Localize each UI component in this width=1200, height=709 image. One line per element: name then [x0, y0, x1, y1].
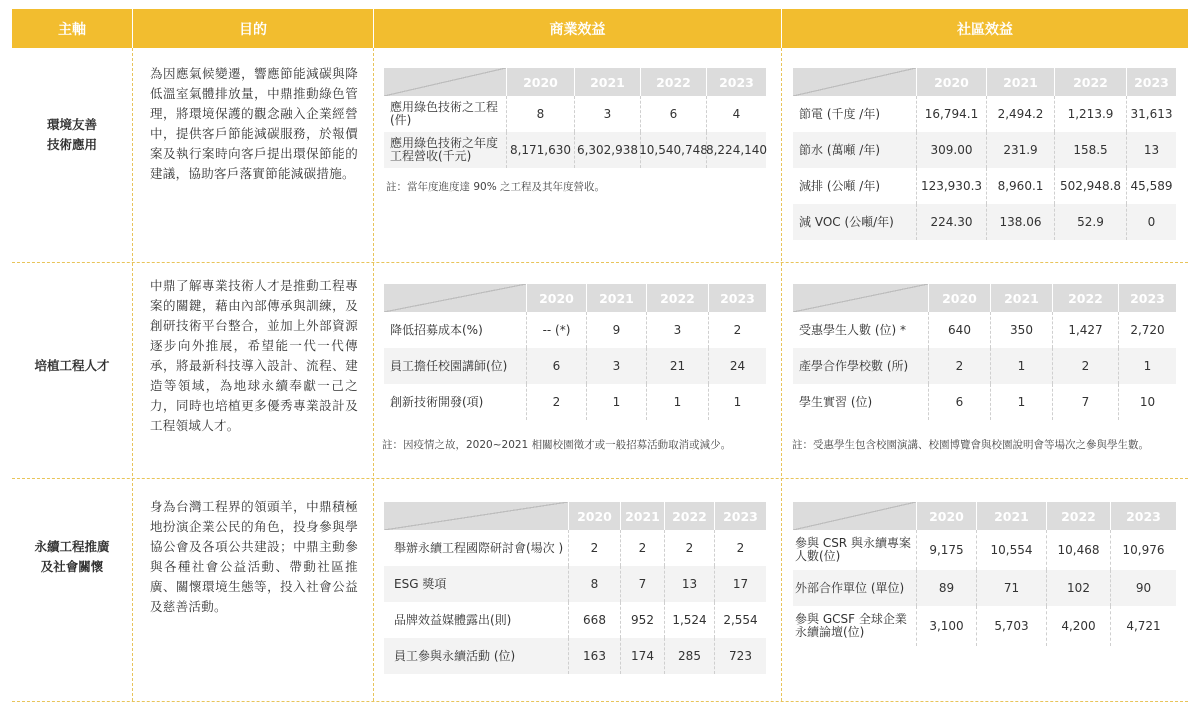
cell-value: 3,100: [916, 606, 976, 646]
year-header: 2022: [664, 502, 714, 530]
cell-value: 9,175: [916, 530, 976, 570]
cell-value: 7: [1052, 384, 1118, 420]
cell-value: 90: [1110, 570, 1176, 606]
axis-label-line: 技術應用: [46, 137, 97, 152]
cell-value: 309.00: [916, 132, 986, 168]
cell-value: 21: [646, 348, 708, 384]
table-corner: [793, 502, 916, 530]
table-row: [793, 96, 1176, 132]
year-header: 2020: [568, 502, 620, 530]
cell-value: 16,794.1: [916, 96, 986, 132]
table-row: [793, 570, 1176, 606]
row-label: 學生實習 (位): [799, 394, 873, 409]
cell-value: 5,703: [976, 606, 1046, 646]
cell-value: 231.9: [986, 132, 1054, 168]
table-row: [384, 530, 766, 566]
cell-value: 1,213.9: [1054, 96, 1126, 132]
cell-value: 2,554: [714, 602, 766, 638]
cell-value: 1: [646, 384, 708, 420]
cell-value: 6,302,938: [574, 132, 640, 168]
year-header: 2021: [574, 68, 640, 96]
cell-value: 52.9: [1054, 204, 1126, 240]
cell-value: 8: [568, 566, 620, 602]
table-corner: [384, 284, 526, 312]
cell-value: 24: [708, 348, 766, 384]
year-header: 2023: [1126, 68, 1176, 96]
community-table: [793, 68, 1176, 240]
cell-value: 4,721: [1110, 606, 1176, 646]
cell-value: 10,468: [1046, 530, 1110, 570]
business-table: [384, 284, 766, 420]
column-divider: [132, 48, 133, 701]
table-header: [384, 284, 766, 312]
axis-label: [12, 115, 132, 155]
axis-label-line: 及社會關懷: [40, 559, 104, 574]
row-label: 員工擔任校園講師(位): [390, 358, 508, 373]
table-row: [793, 384, 1176, 420]
cell-value: 1: [1118, 348, 1176, 384]
cell-value: 6: [640, 96, 706, 132]
business-table: [384, 68, 766, 168]
axis-label: [12, 356, 132, 376]
year-header: 2021: [620, 502, 664, 530]
row-label: 參與 CSR 與永續專案人數(位): [795, 536, 911, 563]
year-header: 2021: [986, 68, 1054, 96]
table-header: [793, 502, 1176, 530]
cell-value: 723: [714, 638, 766, 674]
row-label: 舉辦永續工程國際研討會(場次 ): [394, 540, 564, 555]
table-row: [384, 638, 766, 674]
year-header: 2021: [990, 284, 1052, 312]
table-note: 註：受惠學生包含校園演講、校園博覽會與校園說明會等場次之參與學生數。: [792, 439, 1149, 451]
column-divider: [781, 48, 782, 701]
cell-value: 1,524: [664, 602, 714, 638]
cell-value: 13: [664, 566, 714, 602]
year-header: 2020: [916, 68, 986, 96]
row-label: 減排 (公噸 /年): [799, 178, 881, 193]
purpose-text: 為因應氣候變遷，響應節能減碳與降低溫室氣體排放量，中鼎推動綠色管理，將環境保護的觀念融入企業經營中，提供客戶節能減碳服務，於報價案及執行案時向客戶提出環保節能的建議，協助客戶落實節能減碳措施。: [150, 66, 358, 181]
row-divider: [12, 701, 1188, 702]
cell-value: 502,948.8: [1054, 168, 1126, 204]
row-label: 節水 (萬噸 /年): [799, 142, 881, 157]
year-header: 2020: [928, 284, 990, 312]
cell-value: 89: [916, 570, 976, 606]
cell-value: 2: [664, 530, 714, 566]
table-corner: [384, 68, 506, 96]
table-row: [384, 384, 766, 420]
row-label: 節電 (千度 /年): [799, 106, 881, 121]
cell-value: 668: [568, 602, 620, 638]
cell-value: 1,427: [1052, 312, 1118, 348]
year-header: 2022: [646, 284, 708, 312]
year-header: 2020: [506, 68, 574, 96]
axis-label-line: 環境友善: [46, 117, 97, 132]
axis-label: [12, 537, 132, 577]
table-header: [384, 502, 766, 530]
purpose-text: 身為台灣工程界的領頭羊，中鼎積極地扮演企業公民的角色，投身參與學協公會及各項公共建設；中鼎主動參與各種社會公益活動、帶動社區推廣、關懷環境生態等，投入社會公益及慈善活動。: [150, 499, 358, 614]
cell-value: 6: [928, 384, 990, 420]
row-label: 減 VOC (公噸/年): [799, 214, 894, 229]
cell-value: 952: [620, 602, 664, 638]
table-row: [384, 602, 766, 638]
table-row: [384, 96, 766, 132]
cell-value: 2: [714, 530, 766, 566]
row-label: 品牌效益媒體露出(則): [394, 612, 512, 627]
cell-value: 3: [646, 312, 708, 348]
table-row: [793, 606, 1176, 646]
table-header: [793, 284, 1176, 312]
row-label: 外部合作單位 (單位): [795, 580, 905, 595]
business-table: [384, 502, 766, 674]
purpose-text: 中鼎了解專業技術人才是推動工程專案的關鍵，藉由內部傳承與訓練，及創研技術平台整合，並加上外部資源逐步向外推展，希望能一代一代傳承，將最新科技導入設計、流程、建造等領域，為地球永續奉獻一己之力，同時也培植更多優秀專業設計及工程領域人才。: [150, 278, 358, 433]
year-header: 2021: [976, 502, 1046, 530]
row-label: 產學合作學校數 (所): [799, 358, 909, 373]
cell-value: 4: [706, 96, 766, 132]
cell-value: -- (*): [526, 312, 586, 348]
cell-value: 8,171,630: [506, 132, 574, 168]
cell-value: 158.5: [1054, 132, 1126, 168]
header-axis: 主軸: [12, 9, 132, 48]
table-corner: [793, 284, 928, 312]
cell-value: 8,224,140: [706, 132, 766, 168]
year-header: 2023: [1110, 502, 1176, 530]
cell-value: 2: [1052, 348, 1118, 384]
community-table: [793, 502, 1176, 646]
cell-value: 640: [928, 312, 990, 348]
cell-value: 102: [1046, 570, 1110, 606]
table-row: [793, 168, 1176, 204]
table-row: [793, 530, 1176, 570]
cell-value: 71: [976, 570, 1046, 606]
cell-value: 10,554: [976, 530, 1046, 570]
cell-value: 4,200: [1046, 606, 1110, 646]
row-label: 參與 GCSF 全球企業永續論壇(位): [795, 612, 907, 639]
table-corner: [384, 502, 568, 530]
cell-value: 2: [526, 384, 586, 420]
cell-value: 10: [1118, 384, 1176, 420]
cell-value: 1: [990, 384, 1052, 420]
table-row: [384, 348, 766, 384]
row-label: 應用綠色技術之年度工程營收(千元): [390, 136, 499, 163]
year-header: 2020: [916, 502, 976, 530]
year-header: 2022: [1052, 284, 1118, 312]
cell-value: 2: [620, 530, 664, 566]
table-note: 註：因疫情之故，2020~2021 相關校園徵才或一般招募活動取消或減少。: [382, 439, 732, 451]
row-divider: [12, 478, 1188, 479]
year-header: 2022: [640, 68, 706, 96]
table-row: [793, 132, 1176, 168]
cell-value: 1: [990, 348, 1052, 384]
table-row: [793, 312, 1176, 348]
cell-value: 2,720: [1118, 312, 1176, 348]
table-row: [384, 566, 766, 602]
year-header: 2021: [586, 284, 646, 312]
cell-value: 2,494.2: [986, 96, 1054, 132]
cell-value: 123,930.3: [916, 168, 986, 204]
axis-label-line: 培植工程人才: [34, 358, 110, 373]
row-label: 受惠學生人數 (位) *: [799, 322, 906, 337]
cell-value: 9: [586, 312, 646, 348]
cell-value: 10,540,748: [640, 132, 706, 168]
cell-value: 224.30: [916, 204, 986, 240]
cell-value: 1: [586, 384, 646, 420]
cell-value: 2: [708, 312, 766, 348]
cell-value: 3: [586, 348, 646, 384]
row-label: 創新技術開發(項): [390, 394, 484, 409]
cell-value: 0: [1126, 204, 1176, 240]
year-header: 2023: [706, 68, 766, 96]
cell-value: 45,589: [1126, 168, 1176, 204]
year-header: 2023: [708, 284, 766, 312]
table-row: [793, 204, 1176, 240]
cell-value: 8: [506, 96, 574, 132]
table-row: [384, 312, 766, 348]
cell-value: 1: [708, 384, 766, 420]
header-community: 社區效益: [782, 9, 1188, 48]
year-header: 2023: [714, 502, 766, 530]
table-note: 註：當年度進度達 90% 之工程及其年度營收。: [386, 181, 606, 193]
table-row: [384, 132, 766, 168]
cell-value: 2: [568, 530, 620, 566]
cell-value: 163: [568, 638, 620, 674]
cell-value: 174: [620, 638, 664, 674]
cell-value: 285: [664, 638, 714, 674]
year-header: 2023: [1118, 284, 1176, 312]
cell-value: 6: [526, 348, 586, 384]
year-header: 2020: [526, 284, 586, 312]
cell-value: 8,960.1: [986, 168, 1054, 204]
table-row: [793, 348, 1176, 384]
year-header: 2022: [1046, 502, 1110, 530]
cell-value: 7: [620, 566, 664, 602]
cell-value: 31,613: [1126, 96, 1176, 132]
row-label: 降低招募成本(%): [390, 322, 483, 337]
header-business: 商業效益: [374, 9, 781, 48]
row-divider: [12, 262, 1188, 263]
table-header: [793, 68, 1176, 96]
axis-label-line: 永續工程推廣: [34, 539, 110, 554]
column-divider: [373, 48, 374, 701]
table-header: [384, 68, 766, 96]
cell-value: 17: [714, 566, 766, 602]
cell-value: 2: [928, 348, 990, 384]
cell-value: 13: [1126, 132, 1176, 168]
year-header: 2022: [1054, 68, 1126, 96]
header-purpose: 目的: [133, 9, 373, 48]
community-table: [793, 284, 1176, 420]
cell-value: 10,976: [1110, 530, 1176, 570]
row-label: 應用綠色技術之工程(件): [390, 100, 499, 127]
row-label: ESG 獎項: [394, 576, 447, 591]
cell-value: 350: [990, 312, 1052, 348]
row-label: 員工參與永續活動 (位): [394, 648, 516, 663]
cell-value: 3: [574, 96, 640, 132]
table-corner: [793, 68, 916, 96]
cell-value: 138.06: [986, 204, 1054, 240]
